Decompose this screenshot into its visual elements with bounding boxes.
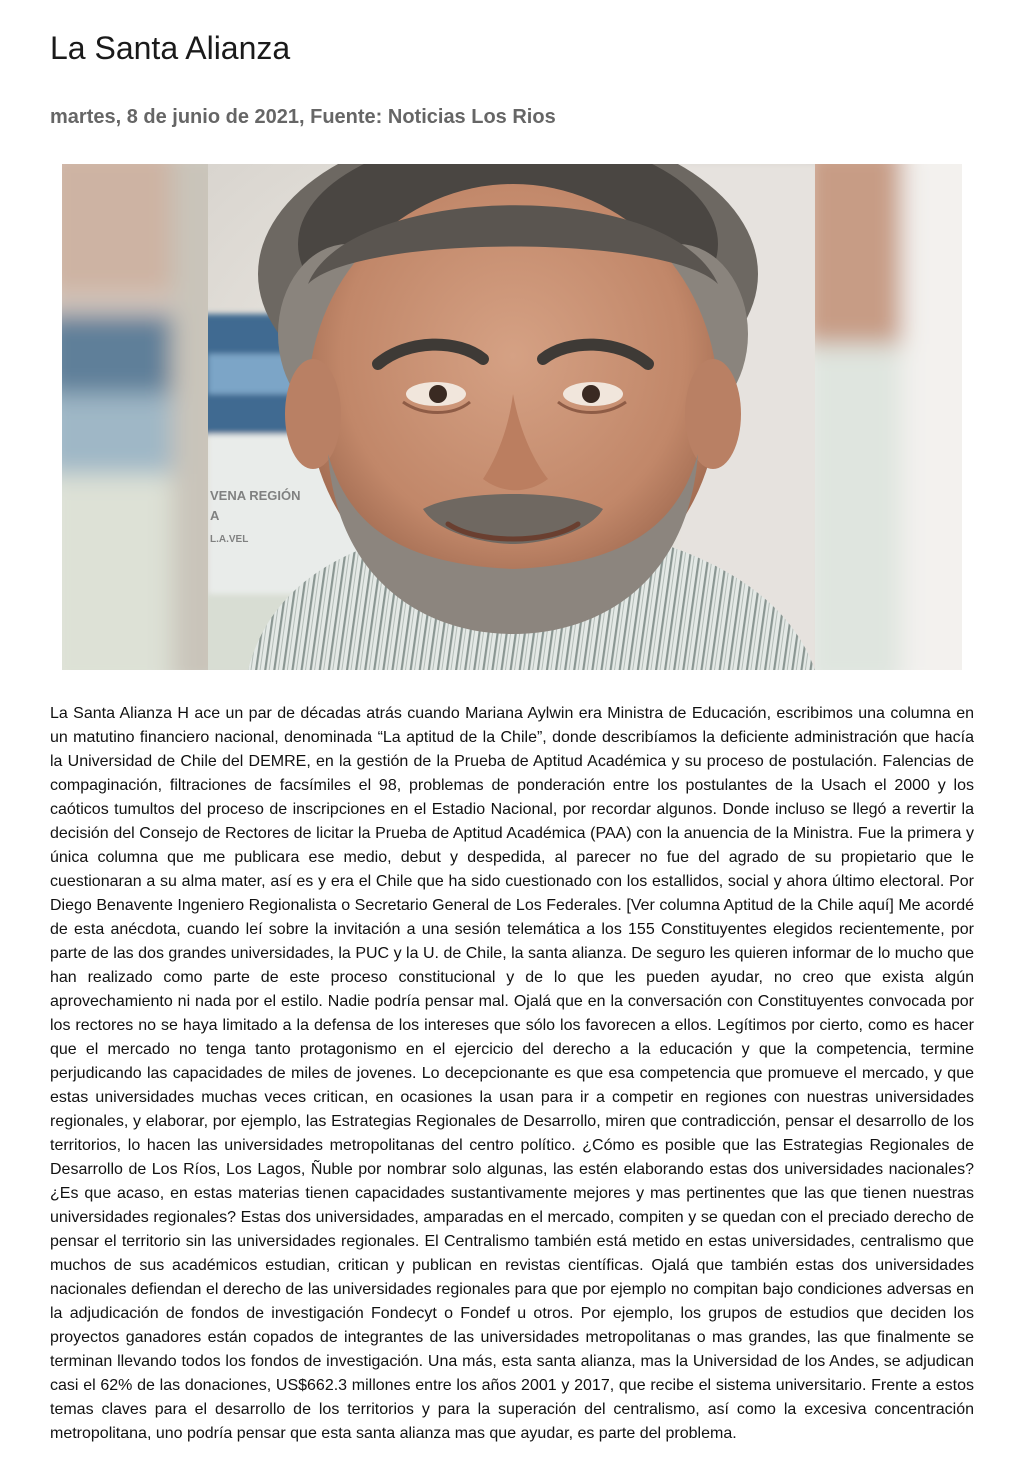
- article-body: La Santa Alianza H ace un par de décadas atrás cuando Mariana Aylwin era Ministra de Educación, escribimos una columna en un matutino financiero nacional, denominada “La aptitud de la Chile”, donde describíamos la deficiente administración que hacía la Universidad de Chile del DEMRE, en la gestión de la Prueba de Aptitud Académica y su proceso de postulación. Falencias de compaginación, filtraciones de facsímiles el 98, problemas de ponderación entre los postulantes de la Usach el 2000 y los caóticos tumultos del proceso de inscripciones en el Estadio Nacional, por recordar algunos. Donde incluso se llegó a revertir la decisión del Consejo de Rectores de licitar la Prueba de Aptitud Académica (PAA) con la anuencia de la Ministra. Fue la primera y única columna que me publicara ese medio, debut y despedida, al parecer no fue del agrado de su propietario que le cuestionaran a su alma mater, así es y era el Chile que ha sido cuestionado con los estallidos, social y ahora último electoral. Por Diego Benavente Ingeniero Regionalista o Secretario General de Los Federales. [Ver columna Aptitud de la Chile aquí] Me acordé de esta anécdota, cuando leí sobre la invitación a una sesión telemática a los 155 Constituyentes elegidos recientemente, por parte de las dos grandes universidades, la PUC y la U. de Chile, la santa alianza. De seguro les quieren informar de lo mucho que han realizado como parte de este proceso constitucional y de lo que les pueden ayudar, no creo que exista algún aprovechamiento ni nada por el estilo. Nadie podría pensar mal. Ojalá que en la conversación con Constituyentes convocada por los rectores no se haya limitado a la defensa de los intereses que sólo los favorecen a ellos. Legítimos por cierto, como es hacer que el mercado no tenga tanto protagonismo en el ejercicio del derecho a la educación y que la competencia, termine perjudicando las capacidades de miles de jovenes. Lo decepcionante es que esa competencia que promueve el mercado, y que estas universidades muchas veces critican, en ocasiones la usan para ir a competir en regiones con nuestras universidades regionales, y elaborar, por ejemplo, las Estrategias Regionales de Desarrollo, miren que contradicción, pensar el desarrollo de los territorios, lo hacen las universidades metropolitanas del centro político. ¿Cómo es posible que las Estrategias Regionales de Desarrollo de Los Ríos, Los Lagos, Ñuble por nombrar solo algunas, las estén elaborando estas dos universidades nacionales? ¿Es que acaso, en estas materias tienen capacidades sustantivamente mejores y mas pertinentes que las que tienen nuestras universidades regionales? Estas dos universidades, amparadas en el mercado, compiten y se quedan con el preciado derecho de pensar el territorio sin las universidades regionales. El Centralismo también está metido en estas universidades, centralismo que muchos de sus académicos estudian, critican y publican en revistas científicas. Ojalá que también estas dos universidades nacionales defiendan el derecho de las universidades regionales para que por ejemplo no compitan bajo condiciones adversas en la adjudicación de fondos de investigación Fondecyt o Fondef u otros. Por ejemplo, los grupos de estudios que deciden los proyectos ganadores están copados de integrantes de las universidades metropolitanas o mas grandes, las que finalmente se terminan llevando todos los fondos de investigación. Una más, esta santa alianza, mas la Universidad de los Andes, se adjudican casi el 62% de las donaciones, US$662.3 millones entre los años 2001 y 2017, que recibe el sistema universitario. Frente a estos temas claves para el desarrollo de los territorios y para la superación del centralismo, así como la excesiva concentración metropolitana, uno podría pensar que esta santa alianza mas que ayudar, es parte del problema.: [50, 705, 974, 1442]
- article-meta: martes, 8 de junio de 2021, Fuente: Noticias Los Rios: [50, 106, 556, 128]
- sign-line-2: A: [210, 508, 220, 523]
- sign-line-3: L.A.VEL: [210, 534, 249, 545]
- article-photo: [62, 164, 962, 670]
- article-title: La Santa Alianza: [50, 30, 291, 66]
- sign-line-1: VENA REGIÓN: [210, 488, 301, 503]
- left-blur-panel: [62, 164, 232, 670]
- right-blur-panel: [802, 164, 962, 670]
